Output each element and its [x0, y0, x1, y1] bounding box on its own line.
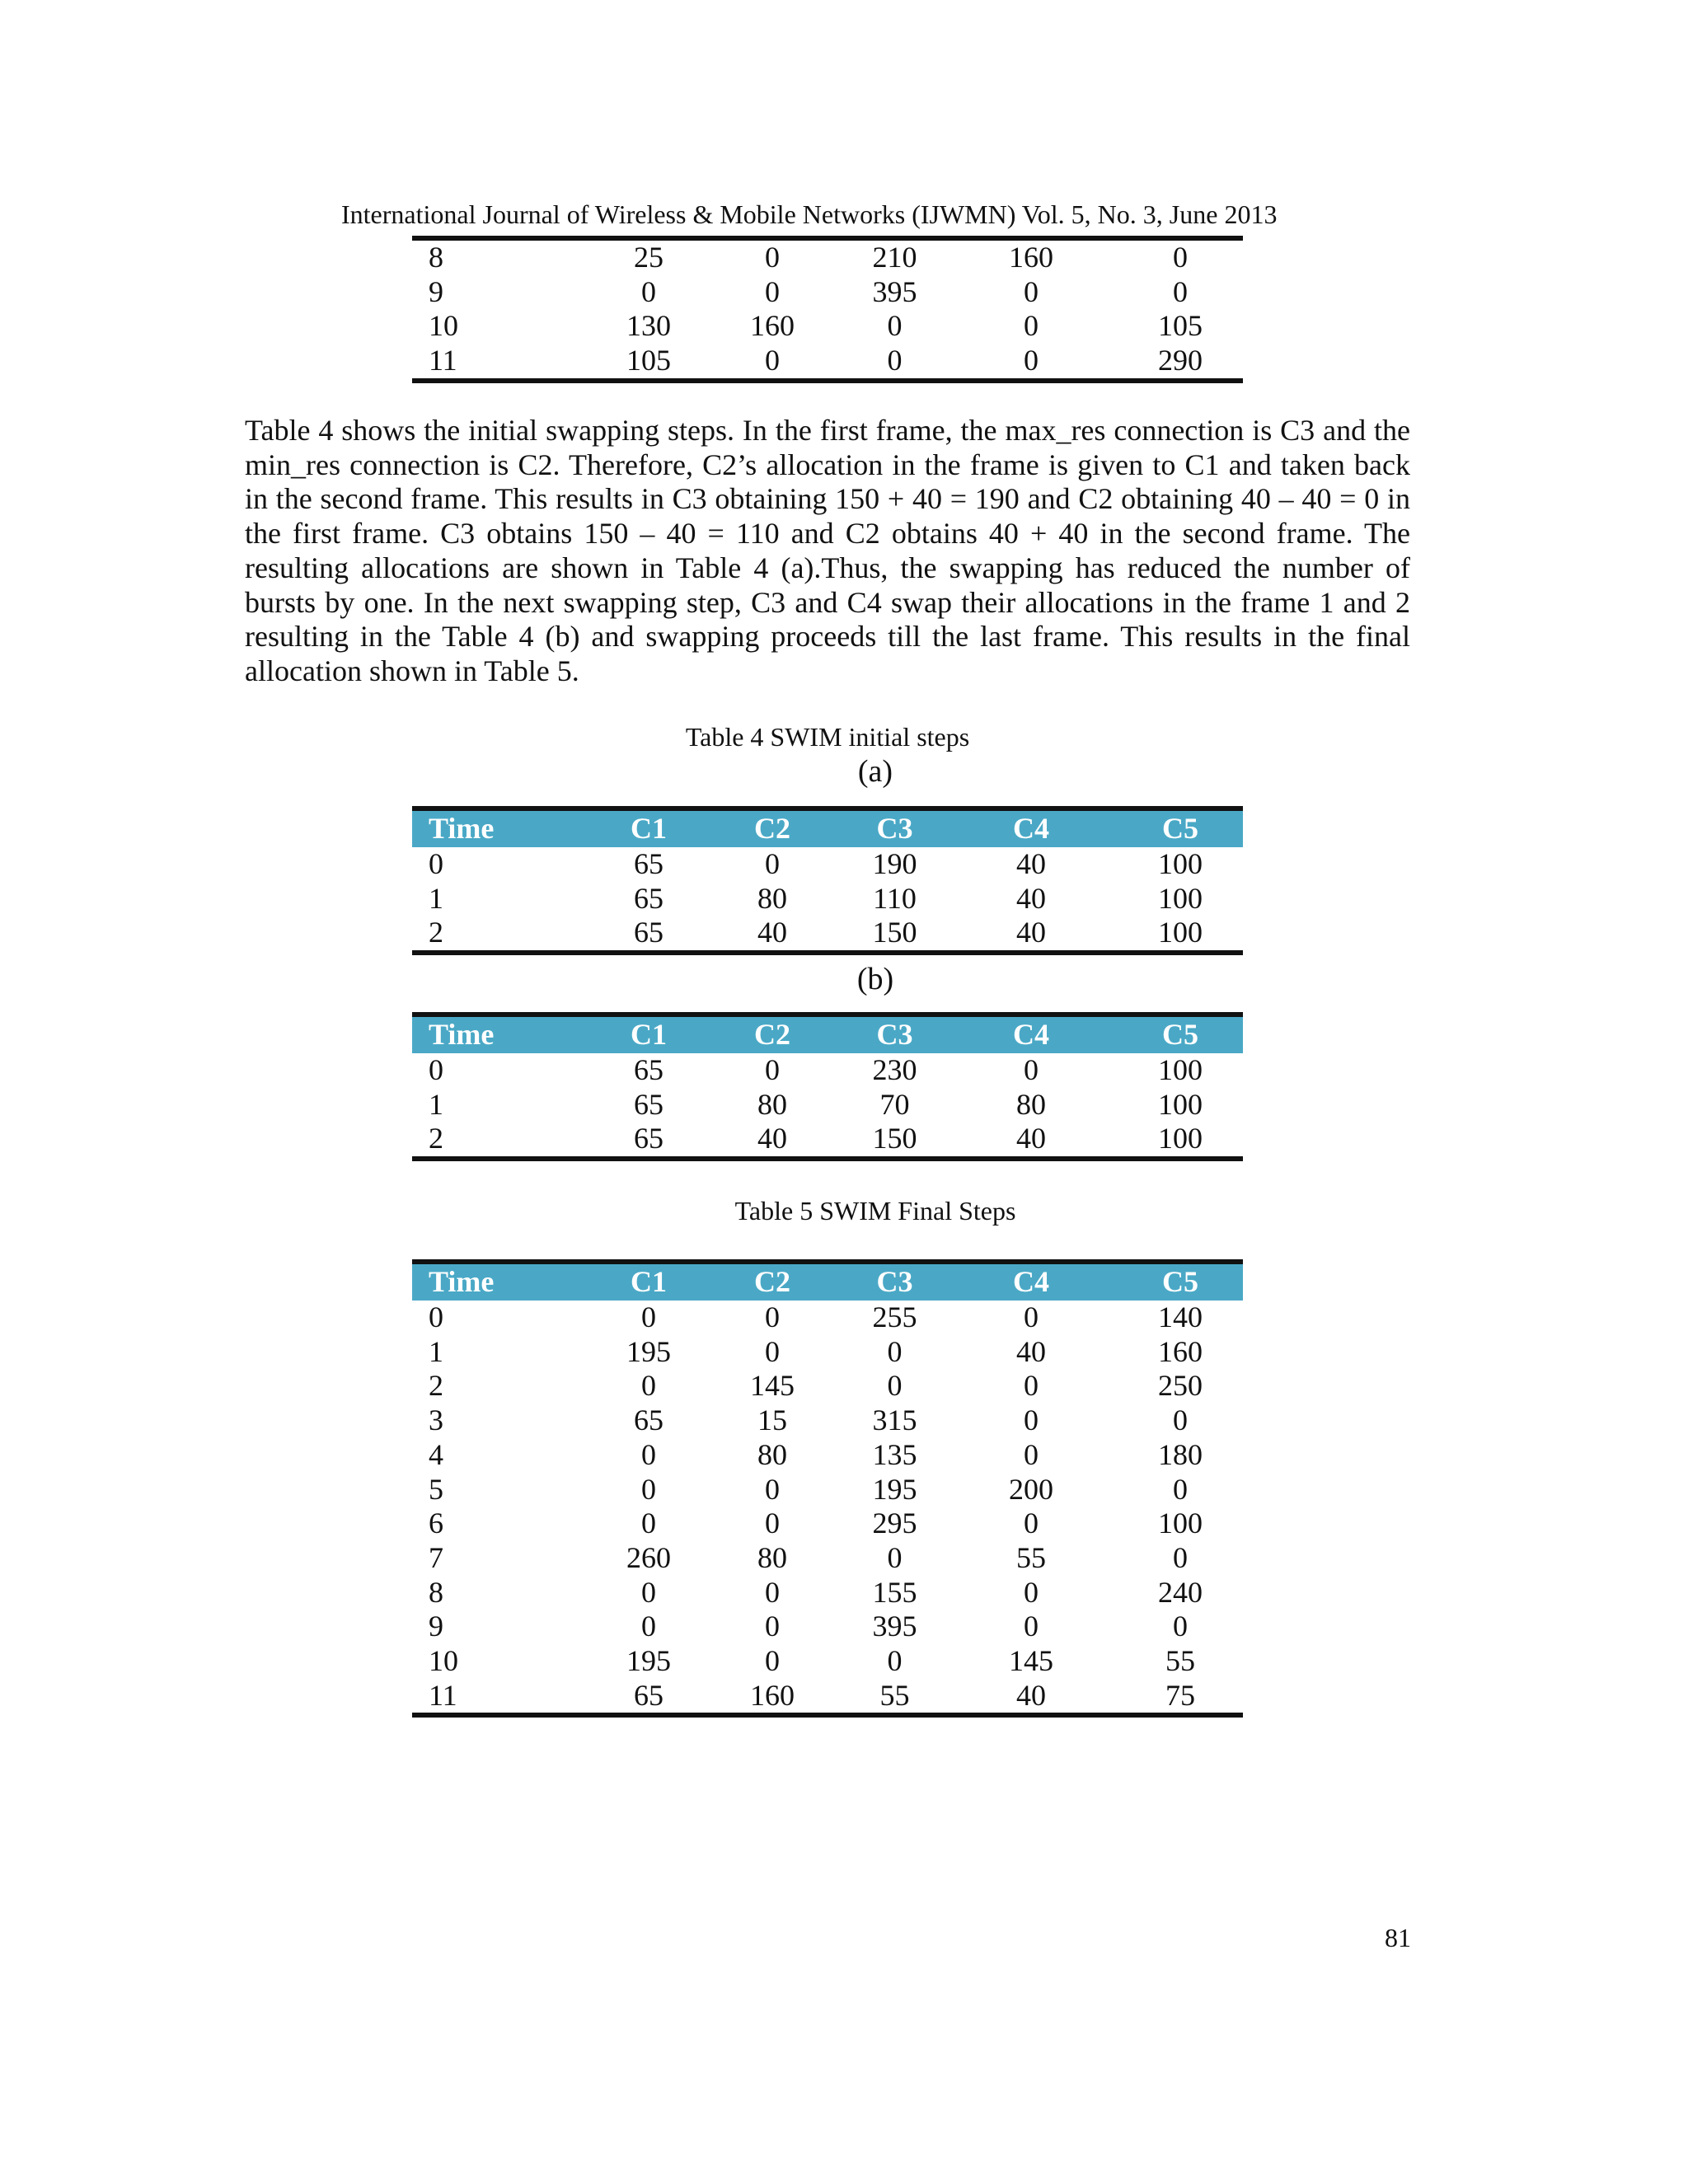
table-cell: 55 [1165, 1644, 1195, 1678]
table-cell: 100 [1158, 847, 1203, 880]
table-cell: 40 [1016, 1334, 1046, 1368]
table-cell: 160 [945, 238, 1118, 275]
table-cell: 80 [757, 1087, 787, 1121]
continued-table [412, 236, 1243, 383]
table-cell: 65 [634, 1087, 663, 1121]
column-header: C5 [1118, 1015, 1243, 1053]
table-cell: 290 [1118, 344, 1243, 381]
table-row [412, 1576, 1243, 1610]
table-cell: 0 [1173, 274, 1188, 308]
table-cell: 0 [641, 1437, 656, 1471]
table-cell: 8 [412, 238, 598, 275]
table-cell: 11 [412, 1679, 598, 1716]
column-header: Time [412, 1262, 598, 1301]
table-cell: 105 [598, 344, 700, 381]
table-cell: 105 [1158, 309, 1203, 343]
table-cell: 195 [626, 1644, 671, 1678]
table-cell: 10 [429, 1644, 458, 1678]
table-cell: 10 [429, 309, 458, 343]
page-number: 81 [1385, 1923, 1411, 1952]
table-cell: 210 [845, 238, 945, 275]
table-cell: 0 [765, 1507, 780, 1540]
table-cell: 40 [945, 1122, 1118, 1159]
table-cell: 160 [1158, 1334, 1203, 1368]
table-cell: 65 [598, 1679, 700, 1716]
table-cell: 40 [700, 916, 845, 953]
table-cell: 240 [1158, 1575, 1203, 1609]
table-cell: 65 [634, 1053, 663, 1086]
table-cell: 395 [872, 274, 917, 308]
table-cell: 195 [626, 1334, 671, 1368]
table-cell: 40 [945, 916, 1118, 953]
table-cell: 2 [412, 1122, 598, 1159]
table-cell: 395 [872, 1610, 917, 1643]
table-row [412, 1473, 1243, 1507]
table-cell: 80 [757, 1540, 787, 1574]
table-cell: 65 [634, 1404, 663, 1437]
table-cell: 110 [873, 881, 917, 915]
table-row [412, 1541, 1243, 1576]
table-cell: 250 [1158, 1369, 1203, 1403]
table4a [412, 806, 1243, 955]
body-paragraph [245, 414, 1410, 689]
table4b [412, 1012, 1243, 1161]
table-row [412, 309, 1243, 344]
table-row [412, 882, 1243, 916]
table-cell: 260 [626, 1540, 671, 1574]
column-header: C5 [1118, 808, 1243, 847]
table-cell: 150 [845, 1122, 945, 1159]
table-cell: 195 [872, 1472, 917, 1506]
column-header: C5 [1118, 1262, 1243, 1301]
table5 [412, 1259, 1243, 1718]
table-cell: 8 [429, 1575, 443, 1609]
table-row [412, 1507, 1243, 1541]
table-cell: 100 [1158, 1087, 1203, 1121]
table-cell: 25 [598, 238, 700, 275]
table-cell: 100 [1158, 1507, 1203, 1540]
column-header: Time [412, 808, 598, 847]
table-cell: 0 [1024, 1575, 1039, 1609]
column-header: C2 [700, 1015, 845, 1053]
table-cell: 0 [641, 1369, 656, 1403]
table-cell: 5 [429, 1472, 443, 1506]
table-cell: 0 [1024, 309, 1039, 343]
table-cell: 0 [1024, 1437, 1039, 1471]
table5-caption: Table 5 SWIM Final Steps [734, 1196, 1016, 1226]
table-cell: 145 [1009, 1644, 1053, 1678]
table-cell: 0 [945, 344, 1118, 381]
table-cell: 230 [872, 1053, 917, 1086]
table-cell: 0 [641, 1507, 656, 1540]
table-cell: 0 [887, 1369, 903, 1403]
table-cell: 180 [1158, 1437, 1203, 1471]
column-header: C3 [845, 808, 945, 847]
table-cell: 70 [879, 1087, 910, 1121]
table-row [412, 1122, 1243, 1159]
table-cell: 160 [750, 309, 795, 343]
table-cell: 255 [872, 1301, 917, 1333]
table-cell: 0 [765, 1472, 780, 1506]
table-cell: 6 [429, 1507, 443, 1540]
paragraph-text: Table 4 shows the initial swapping steps. In the first frame, the max_res connection is C3 and the min_res connection is C2. Therefore, C2’s allocation in the frame is given to C1 and taken back in the second frame. This results in C3 obtaining 150 + 40 = 190 and C2 obtaining 40 – 40 = 0 in the first frame. C3 obtains 150 – 40 = 110 and C2 obtains 40 + 40 in the second frame. The resulting allocations are shown in Table 4 (a).Thus, the swapping has reduced the number of bursts by one. In the next swapping step, C3 and C4 swap their allocations in the frame 1 and 2 resulting in the Table 4 (b) and swapping proceeds till the last frame. This results in the final allocation shown in Table 5. [245, 414, 1410, 687]
table-cell: 1 [429, 1334, 443, 1368]
table-cell: 100 [1118, 916, 1243, 953]
table-cell: 0 [765, 1334, 780, 1368]
table-cell: 1 [429, 881, 443, 915]
table-row [412, 1438, 1243, 1473]
table-cell: 65 [634, 847, 663, 880]
table-cell: 0 [765, 847, 780, 880]
table-cell: 0 [700, 344, 845, 381]
table-cell: 11 [412, 344, 598, 381]
table-cell: 0 [1024, 1404, 1039, 1437]
table-cell: 0 [765, 1575, 780, 1609]
table-cell: 0 [1024, 1610, 1039, 1643]
table-cell: 0 [1173, 1472, 1188, 1506]
column-header: C4 [945, 1262, 1118, 1301]
table-row [412, 1369, 1243, 1404]
table-cell: 0 [887, 1334, 903, 1368]
table-cell: 315 [872, 1404, 917, 1437]
table-cell: 7 [429, 1540, 443, 1574]
table-cell: 0 [845, 344, 945, 381]
table-cell: 4 [429, 1437, 443, 1471]
table-cell: 9 [429, 274, 443, 308]
table-cell: 40 [1016, 881, 1046, 915]
table-cell: 0 [887, 1540, 903, 1574]
column-header: C3 [845, 1015, 945, 1053]
table-cell: 80 [757, 881, 787, 915]
table-cell: 65 [634, 881, 663, 915]
table-cell: 130 [626, 309, 671, 343]
table-cell: 0 [887, 309, 903, 343]
table4a-label: (a) [857, 754, 893, 789]
table-cell: 0 [765, 1644, 780, 1678]
table-cell: 1 [429, 1087, 443, 1121]
journal-header: International Journal of Wireless & Mobile Networks (IJWMN) Vol. 5, No. 3, June 2013 [341, 199, 1278, 229]
column-header: C1 [598, 808, 700, 847]
table-cell: 0 [765, 1610, 780, 1643]
column-header: C2 [700, 808, 845, 847]
table-cell: 80 [1016, 1087, 1046, 1121]
table-cell: 0 [641, 1575, 656, 1609]
table-cell: 3 [429, 1404, 443, 1437]
table-cell: 40 [1016, 847, 1046, 880]
table-cell: 190 [872, 847, 917, 880]
table-cell: 100 [1158, 881, 1203, 915]
table-cell: 0 [641, 1610, 656, 1643]
table-row [412, 847, 1243, 882]
table-row [412, 1679, 1243, 1716]
table4a-header-row [412, 808, 1243, 847]
table-cell: 0 [429, 1301, 443, 1333]
table-row [412, 916, 1243, 953]
table-cell: 200 [1009, 1472, 1053, 1506]
table-cell: 0 [887, 1644, 903, 1678]
table-cell: 0 [1024, 1507, 1039, 1540]
table-cell: 80 [757, 1437, 787, 1471]
table-cell: 65 [598, 916, 700, 953]
table-cell: 2 [412, 916, 598, 953]
table-cell: 0 [1024, 1053, 1039, 1086]
table4b-header-row [412, 1015, 1243, 1053]
table-cell: 0 [1024, 1301, 1039, 1333]
table-row [412, 1301, 1243, 1335]
column-header: Time [412, 1015, 598, 1053]
column-header: C4 [945, 1015, 1118, 1053]
column-header: C2 [700, 1262, 845, 1301]
column-header: C3 [845, 1262, 945, 1301]
table-cell: 0 [1118, 238, 1243, 275]
table-cell: 100 [1158, 1053, 1203, 1086]
table-row [412, 1610, 1243, 1644]
table-cell: 40 [945, 1679, 1118, 1716]
table-cell: 140 [1158, 1301, 1203, 1333]
table-row [412, 1404, 1243, 1438]
table-cell: 15 [757, 1404, 787, 1437]
table-cell: 75 [1118, 1679, 1243, 1716]
column-header: C4 [945, 808, 1118, 847]
table-cell: 0 [641, 1301, 656, 1333]
table-cell: 0 [1024, 1369, 1039, 1403]
table-cell: 155 [872, 1575, 917, 1609]
table-row [412, 1644, 1243, 1679]
table-cell: 0 [429, 1053, 443, 1086]
table-cell: 145 [750, 1369, 795, 1403]
table-row [412, 1053, 1243, 1088]
column-header: C1 [598, 1015, 700, 1053]
table-cell: 55 [1016, 1540, 1046, 1574]
table-cell: 135 [872, 1437, 917, 1471]
table-cell: 0 [429, 847, 443, 880]
table-cell: 9 [429, 1610, 443, 1643]
column-header: C1 [598, 1262, 700, 1301]
table-row [412, 238, 1243, 275]
table-cell: 55 [845, 1679, 945, 1716]
table-cell: 0 [765, 274, 780, 308]
table-row [412, 1088, 1243, 1122]
table-cell: 0 [1173, 1540, 1188, 1574]
table-cell: 2 [429, 1369, 443, 1403]
table-row [412, 344, 1243, 381]
table-cell: 0 [765, 1053, 780, 1086]
table-cell: 0 [1173, 1404, 1188, 1437]
table-cell: 0 [641, 274, 656, 308]
table-cell: 100 [1118, 1122, 1243, 1159]
table-cell: 40 [700, 1122, 845, 1159]
table4-caption: Table 4 SWIM initial steps [685, 722, 970, 752]
table-cell: 160 [700, 1679, 845, 1716]
table-cell: 0 [1173, 1610, 1188, 1643]
table-cell: 0 [1024, 274, 1039, 308]
table-cell: 295 [872, 1507, 917, 1540]
table-row [412, 1335, 1243, 1370]
table-row [412, 275, 1243, 310]
table-cell: 0 [641, 1472, 656, 1506]
table-cell: 150 [845, 916, 945, 953]
table4b-label: (b) [856, 962, 894, 996]
table-cell: 65 [598, 1122, 700, 1159]
table5-header-row [412, 1262, 1243, 1301]
table-cell: 0 [700, 238, 845, 275]
table-cell: 0 [765, 1301, 780, 1333]
